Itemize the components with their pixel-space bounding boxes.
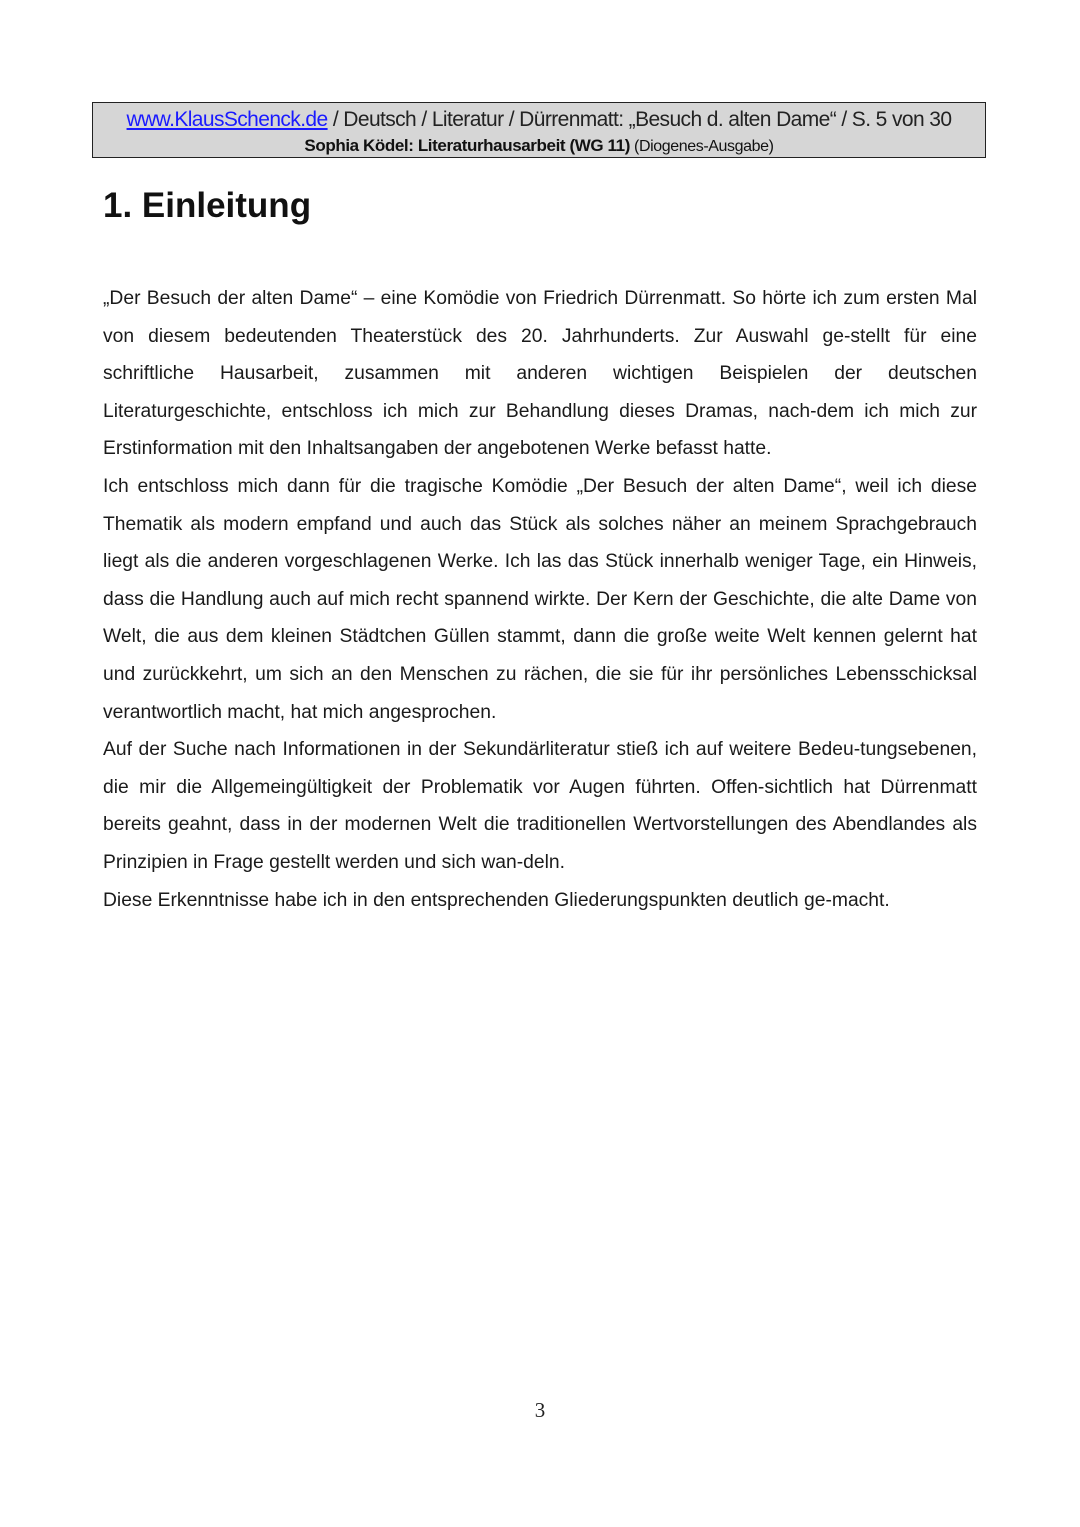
header-breadcrumb — [93, 107, 985, 133]
page-number: 3 — [534, 1398, 546, 1422]
page-header — [92, 102, 986, 158]
header-author-title: Sophia Ködel: Literaturhausarbeit (WG 11) — [304, 136, 630, 155]
paragraph: Ich entschloss mich dann für die tragische Komödie „Der Besuch der alten Dame“, weil ich diese Thematik als modern empfand und auch das Stück als solches näher an meinem Sprachgebrauch liegt als die anderen vorgeschlagenen Werke. Ich las das Stück innerhalb weniger Tage, ein Hinweis, dass die Handlung auch auf mich recht spannend wirkte. Der Kern der Geschichte, die alte Dame von Welt, die aus dem kleinen Städtchen Güllen stammt, dann die große weite Welt kennen gelernt hat und zurückkehrt, um sich an den Menschen zu rächen, die sie für ihr persönliches Lebensschicksal verantwortlich macht, hat mich angesprochen. — [103, 475, 977, 723]
paragraph: „Der Besuch der alten Dame“ – eine Komödie von Friedrich Dürrenmatt. So hörte ich zum ersten Mal von diesem bedeutenden Theaterstück des 20. Jahrhunderts. Zur Auswahl ge-stellt für eine schriftliche Hausarbeit, zusammen mit anderen wichtigen Beispielen der deutschen Literaturgeschichte, entschloss ich mich zur Behandlung dieses Dramas, nach-dem ich mich zur Erstinformation mit den Inhaltsangaben der angebotenen Werke befasst hatte. — [103, 288, 977, 460]
header-path: / Deutsch / Literatur / Dürrenmatt: „Besuch d. alten Dame“ / S. 5 von 30 — [327, 108, 952, 131]
header-subtitle — [93, 135, 985, 158]
paragraph: Diese Erkenntnisse habe ich in den entsprechenden Gliederungspunkten deutlich ge-macht. — [103, 889, 890, 911]
paragraph: Auf der Suche nach Informationen in der Sekundärliteratur stieß ich auf weitere Bedeu-tungsebenen, die mir die Allgemeingültigkeit der Problematik vor Augen führten. Offen-sichtlich hat Dürrenmatt bereits geahnt, dass in der modernen Welt die traditionellen Wertvorstellungen des Abendlandes als Prinzipien in Frage gestellt werden und sich wan-deln. — [103, 739, 977, 873]
section-title: 1. Einleitung — [103, 186, 312, 225]
header-edition: (Diogenes-Ausgabe) — [629, 138, 774, 155]
body-text — [103, 280, 977, 919]
site-link[interactable]: www.KlausSchenck.de — [126, 108, 328, 131]
